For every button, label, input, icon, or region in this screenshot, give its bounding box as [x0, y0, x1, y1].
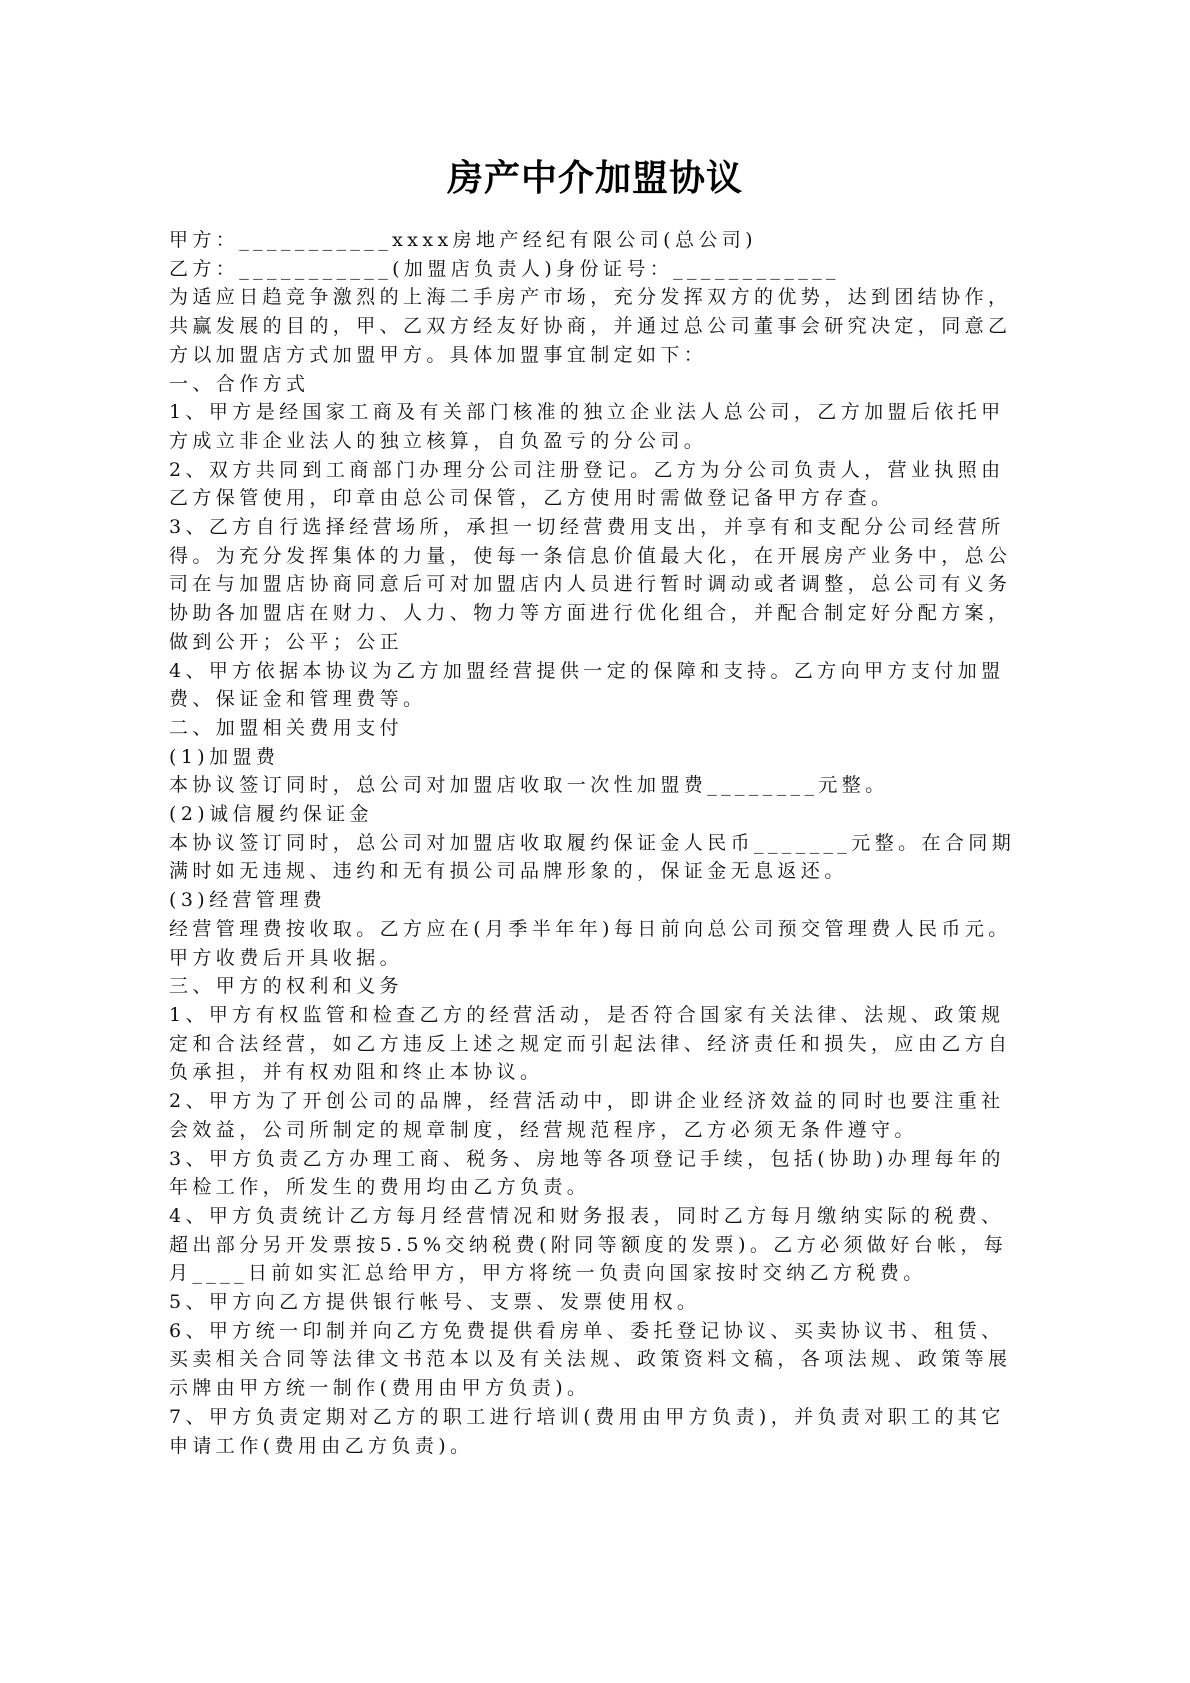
- clause-paragraph: 4、甲方依据本协议为乙方加盟经营提供一定的保障和支持。乙方向甲方支付加盟费、保证金和管理费等。: [169, 659, 1005, 711]
- clause-paragraph: 2、甲方为了开创公司的品牌，经营活动中，即讲企业经济效益的同时也要注重社会效益，公司所制定的规章制度，经营规范程序，乙方必须无条件遵守。: [169, 1090, 1005, 1141]
- party-a-line: 甲方：___________xxxx房地产经纪有限公司(总公司): [169, 229, 757, 251]
- clause-paragraph: 4、甲方负责统计乙方每月经营情况和财务报表，同时乙方每月缴纳实际的税费、超出部分另开发票按5.5%交纳税费(附同等额度的发票)。乙方必须做好台帐，每月____日前如实汇总给甲方，甲方将统一负责向国家按时交纳乙方税费。: [169, 1204, 1008, 1285]
- clause-paragraph: 3、乙方自行选择经营场所，承担一切经营费用支出，并享有和支配分公司经营所得。为充分发挥集体的力量，使每一条信息价值最大化，在开展房产业务中，总公司在与加盟店协商同意后可对加盟店内人员进行暂时调动或者调整，总公司有义务协助各加盟店在财力、人力、物力等方面进行优化组合，并配合制定好分配方案，做到公开；公平；公正: [169, 516, 1012, 653]
- clause-paragraph: 7、甲方负责定期对乙方的职工进行培训(费用由甲方负责)，并负责对职工的其它申请工作(费用由乙方负责)。: [169, 1405, 1005, 1457]
- clause-paragraph: 6、甲方统一印制并向乙方免费提供看房单、委托登记协议、买卖协议书、租赁、买卖相关合同等法律文书范本以及有关法规、政策资料文稿，各项法规、政策等展示牌由甲方统一制作(费用由甲方负责)。: [169, 1319, 1012, 1400]
- document-title: 房产中介加盟协议: [446, 157, 743, 199]
- section-heading: 三、甲方的权利和义务: [169, 975, 404, 998]
- clause-paragraph: 经营管理费按收取。乙方应在(月季半年年)每日前向总公司预交管理费人民币元。甲方收费后开具收据。: [169, 917, 1012, 969]
- subsection-heading: (1)加盟费: [169, 745, 280, 768]
- clause-paragraph: 2、双方共同到工商部门办理分公司注册登记。乙方为分公司负责人，营业执照由乙方保管使用，印章由总公司保管，乙方使用时需做登记备甲方存查。: [169, 458, 1005, 510]
- clause-paragraph: 1、甲方是经国家工商及有关部门核准的独立企业法人总公司，乙方加盟后依托甲方成立非企业法人的独立核算，自负盈亏的分公司。: [169, 401, 1005, 452]
- party-b-line: 乙方：___________(加盟店负责人)身份证号：____________: [169, 257, 840, 280]
- section-heading: 一、合作方式: [169, 372, 310, 395]
- document-body: [169, 226, 1021, 1460]
- clause-paragraph: 本协议签订同时，总公司对加盟店收取一次性加盟费________元整。: [169, 774, 889, 797]
- clause-paragraph: 本协议签订同时，总公司对加盟店收取履约保证金人民币_______元整。在合同期满时如无违规、违约和无有损公司品牌形象的，保证金无息返还。: [169, 831, 1016, 883]
- subsection-heading: (2)诚信履约保证金: [169, 803, 373, 826]
- clause-paragraph: 3、甲方负责乙方办理工商、税务、房地等各项登记手续，包括(协助)办理每年的年检工作，所发生的费用均由乙方负责。: [169, 1147, 1005, 1199]
- subsection-heading: (3)经营管理费: [169, 889, 327, 912]
- section-heading: 二、加盟相关费用支付: [169, 716, 404, 739]
- clause-paragraph: 1、甲方有权监管和检查乙方的经营活动，是否符合国家有关法律、法规、政策规定和合法经营，如乙方违反上述之规定而引起法律、经济责任和损失，应由乙方自负承担，并有权劝阻和终止本协议。: [169, 1003, 1012, 1084]
- clause-paragraph: 5、甲方向乙方提供银行帐号、支票、发票使用权。: [169, 1291, 701, 1314]
- preamble-paragraph: 为适应日趋竞争激烈的上海二手房产市场，充分发挥双方的优势，达到团结协作，共赢发展的目的，甲、乙双方经友好协商，并通过总公司董事会研究决定，同意乙方以加盟店方式加盟甲方。具体加盟事宜制定如下：: [169, 286, 1012, 366]
